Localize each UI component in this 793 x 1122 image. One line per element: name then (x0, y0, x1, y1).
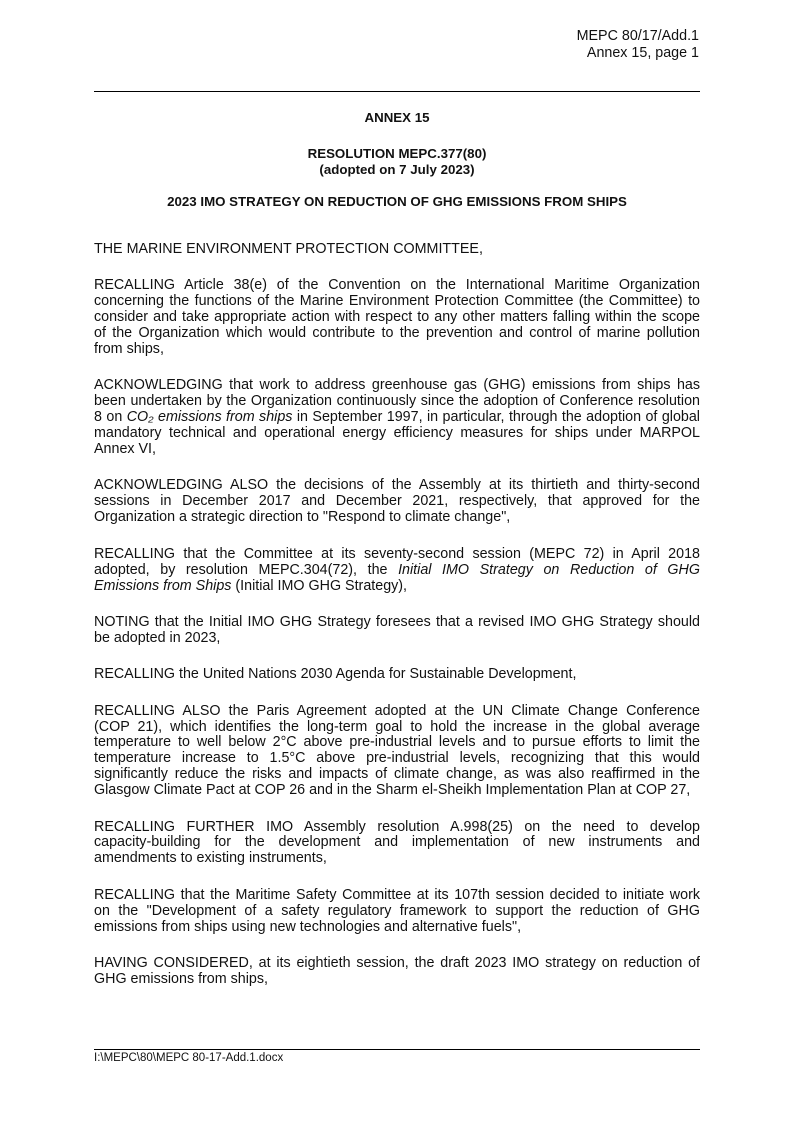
text-line: amendments to existing instruments, (94, 850, 327, 867)
text-line: emissions from ships using new technologies and alternative fuels", (94, 918, 522, 935)
text-line: RECALLING Article 38(e) of the Convention on the International Maritime Organization (94, 277, 700, 294)
text-line: ACKNOWLEDGING that work to address greenhouse gas (GHG) emissions from ships has (94, 377, 700, 394)
text-line: temperature to well below 2°C above pre-industrial levels and to pursue efforts to limit the (94, 734, 700, 751)
resolution-title: RESOLUTION MEPC.377(80) (307, 146, 487, 161)
paragraph (94, 278, 700, 358)
paragraph (94, 888, 700, 936)
header-rule (94, 91, 700, 92)
text-line: Emissions from Ships (Initial IMO GHG Strategy), (94, 577, 408, 594)
text-line: temperature increase to 1.5°C above pre-industrial levels, recognizing that this would (94, 750, 700, 767)
text-line: Glasgow Climate Pact at COP 26 and in the Sharm el-Sheikh Implementation Plan at COP 27, (94, 782, 691, 799)
paragraph (94, 478, 700, 526)
annex-title: ANNEX 15 (364, 110, 430, 125)
strategy-title: 2023 IMO STRATEGY ON REDUCTION OF GHG EMISSIONS FROM SHIPS (167, 194, 627, 209)
document-body (94, 242, 700, 1008)
page-reference: Annex 15, page 1 (586, 45, 699, 61)
text-line: from ships, (94, 341, 164, 358)
text-line: RECALLING that the Committee at its seventy-second session (MEPC 72) in April 2018 (94, 545, 700, 562)
text-line: ACKNOWLEDGING ALSO the decisions of the Assembly at its thirtieth and thirty-second (94, 477, 700, 494)
text-line: Annex VI, (94, 441, 156, 458)
text-line: NOTING that the Initial IMO GHG Strategy foresees that a revised IMO GHG Strategy should (94, 613, 700, 630)
text-line: been undertaken by the Organization continuously since the adoption of Conference resolution (94, 393, 700, 410)
text-line: THE MARINE ENVIRONMENT PROTECTION COMMITTEE, (94, 241, 483, 257)
text-line: concerning the functions of the Marine Environment Protection Committee (the Committee) to (94, 293, 700, 310)
footer-rule (94, 1049, 700, 1050)
paragraph (94, 242, 700, 258)
text-line: Organization a strategic direction to "Respond to climate change", (94, 509, 511, 526)
italic-text: Emissions from Ships (94, 577, 232, 594)
paragraph (94, 704, 700, 799)
document-reference: MEPC 80/17/Add.1 (576, 28, 699, 44)
text-line: GHG emissions from ships, (94, 970, 268, 987)
text-line: sessions in December 2017 and December 2021, respectively, that approved for the (94, 493, 700, 510)
text-line: of the Organization which would contribute to the prevention and control of marine pollution (94, 325, 700, 342)
text-line: adopted, by resolution MEPC.304(72), the Initial IMO Strategy on Reduction of GHG (94, 561, 700, 578)
paragraph (94, 378, 700, 458)
paragraph (94, 615, 700, 647)
italic-text: Initial IMO Strategy on Reduction of GHG (398, 561, 700, 578)
paragraph (94, 667, 700, 683)
text-line: RECALLING ALSO the Paris Agreement adopted at the UN Climate Change Conference (94, 702, 700, 719)
italic-text: CO₂ emissions from ships (126, 409, 293, 426)
text-line: consider and take appropriate action with respect to any other matters falling within the scope (94, 309, 700, 326)
text-line: capacity-building for the development and implementation of new instruments and (94, 834, 700, 851)
text-line: RECALLING the United Nations 2030 Agenda for Sustainable Development, (94, 666, 577, 683)
text-line: (COP 21), which identifies the long-term goal to hold the increase in the global average (94, 718, 700, 735)
adoption-date: (adopted on 7 July 2023) (319, 162, 475, 177)
text-line: RECALLING FURTHER IMO Assembly resolution A.998(25) on the need to develop (94, 818, 700, 835)
text-line: HAVING CONSIDERED, at its eightieth session, the draft 2023 IMO strategy on reduction of (94, 955, 700, 971)
paragraph (94, 956, 700, 988)
paragraph (94, 820, 700, 868)
page-header (577, 28, 699, 62)
text-line: RECALLING that the Maritime Safety Committee at its 107th session decided to initiate work (94, 886, 700, 903)
text-line: mandatory technical and operational energy efficiency measures for ships under MARPOL (94, 425, 700, 442)
text-line: on the "Development of a safety regulatory framework to support the reduction of GHG (94, 902, 700, 919)
text-line: be adopted in 2023, (94, 629, 221, 646)
footer-file-path: I:\MEPC\80\MEPC 80-17-Add.1.docx (94, 1052, 284, 1064)
text-line: 8 on CO₂ emissions from ships in September 1997, in particular, through the adoption of global (94, 409, 700, 426)
text-line: significantly reduce the risks and impacts of climate change, as was also reaffirmed in the (94, 766, 700, 783)
paragraph (94, 547, 700, 595)
